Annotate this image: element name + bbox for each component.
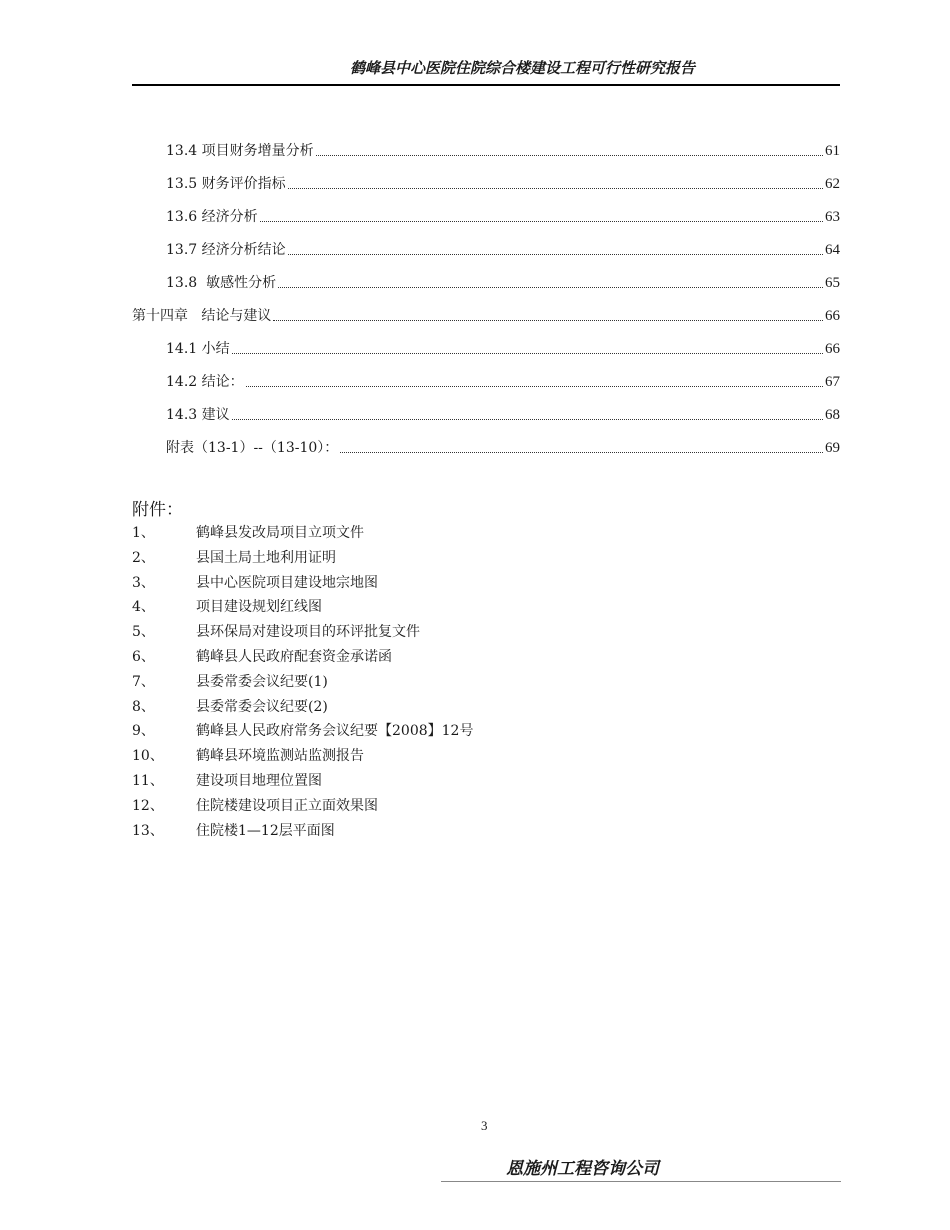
attachment-number: 4、 [132,599,155,616]
attachment-item [132,647,732,672]
toc-dot-leader [316,155,823,156]
attachment-item [132,796,732,821]
attachment-number: 5、 [132,624,155,641]
footer-company-name: 恩施州工程咨询公司 [506,1159,659,1179]
toc-dot-leader [232,353,823,354]
attachment-title: 住院楼建设项目正立面效果图 [196,797,378,814]
attachment-item [132,672,732,697]
toc-entry-label: 13.7 经济分析结论 [166,242,286,258]
header-rule [132,84,840,86]
attachment-item [132,597,732,622]
toc-dot-leader [246,386,823,387]
toc-entry[interactable] [132,425,840,458]
toc-entry[interactable] [132,326,840,359]
attachment-title: 县环保局对建设项目的环评批复文件 [196,624,420,641]
toc-entry-page: 61 [825,143,840,159]
toc-entry-label: 14.1 小结 [166,341,230,357]
attachment-title: 住院楼1—12层平面图 [196,822,335,839]
toc-entry-page: 63 [825,209,840,225]
toc-entry[interactable] [132,293,840,326]
toc-entry[interactable] [132,194,840,227]
attachment-title: 项目建设规划红线图 [196,599,322,616]
attachment-title: 鹤峰县环境监测站监测报告 [196,748,364,765]
toc-entry[interactable] [132,392,840,425]
toc-entry-label: 13.5 财务评价指标 [166,176,286,192]
attachment-title: 鹤峰县人民政府常务会议纪要【2008】12号 [196,723,474,740]
table-of-contents [132,128,840,458]
toc-entry-label: 附表（13-1）--（13-10）： [166,440,339,456]
toc-entry-page: 66 [825,341,840,357]
attachment-item [132,548,732,573]
document-header-title: 鹤峰县中心医院住院综合楼建设工程可行性研究报告 [350,59,696,77]
attachment-item [132,523,732,548]
attachment-title: 县中心医院项目建设地宗地图 [196,574,378,591]
toc-dot-leader [232,419,823,420]
toc-entry-page: 69 [825,440,840,456]
attachment-number: 9、 [132,723,155,740]
attachment-number: 10、 [132,748,164,765]
toc-entry-label: 14.3 建议 [166,407,230,423]
attachment-title: 县国土局土地利用证明 [196,549,336,566]
toc-entry-label: 13.8 敏感性分析 [166,275,277,291]
toc-entry-page: 67 [825,374,840,390]
attachment-title: 建设项目地理位置图 [196,772,322,789]
toc-entry-page: 68 [825,407,840,423]
toc-entry-label: 14.2 结论： [166,374,244,390]
toc-dot-leader [340,452,823,453]
toc-entry[interactable] [132,359,840,392]
footer-rule [441,1181,841,1182]
attachment-number: 6、 [132,648,155,665]
attachment-item [132,622,732,647]
toc-entry[interactable] [132,227,840,260]
attachment-title: 鹤峰县发改局项目立项文件 [196,525,364,541]
toc-dot-leader [288,188,823,189]
attachment-number: 13、 [132,822,164,839]
toc-entry[interactable] [132,260,840,293]
attachment-number: 3、 [132,574,155,591]
toc-entry-page: 65 [825,275,840,291]
attachment-title: 县委常委会议纪要(2) [196,698,328,715]
toc-entry-page: 66 [825,308,840,324]
attachments-heading: 附件： [132,500,183,520]
toc-dot-leader [288,254,823,255]
attachments-list [132,523,732,845]
attachment-number: 2、 [132,549,155,566]
toc-dot-leader [278,287,823,288]
attachment-item [132,746,732,771]
attachment-item [132,697,732,722]
toc-dot-leader [260,221,823,222]
toc-entry[interactable] [132,161,840,194]
toc-entry[interactable] [132,128,840,161]
attachment-number: 8、 [132,698,155,715]
toc-entry-page: 62 [825,176,840,192]
toc-entry-page: 64 [825,242,840,258]
attachment-number: 11、 [132,772,164,789]
toc-entry-label: 第十四章 结论与建议 [132,308,272,324]
attachment-item [132,771,732,796]
toc-entry-label: 13.6 经济分析 [166,209,258,225]
page-number: 3 [481,1118,488,1133]
attachment-item [132,821,732,846]
toc-entry-label: 13.4 项目财务增量分析 [166,143,314,159]
attachment-item [132,721,732,746]
attachment-item [132,573,732,598]
attachment-title: 县委常委会议纪要(1) [196,673,328,690]
toc-dot-leader [273,320,823,321]
attachment-number: 12、 [132,797,164,814]
attachment-number: 7、 [132,673,155,690]
attachment-title: 鹤峰县人民政府配套资金承诺函 [196,648,392,665]
attachment-number: 1、 [132,525,155,541]
